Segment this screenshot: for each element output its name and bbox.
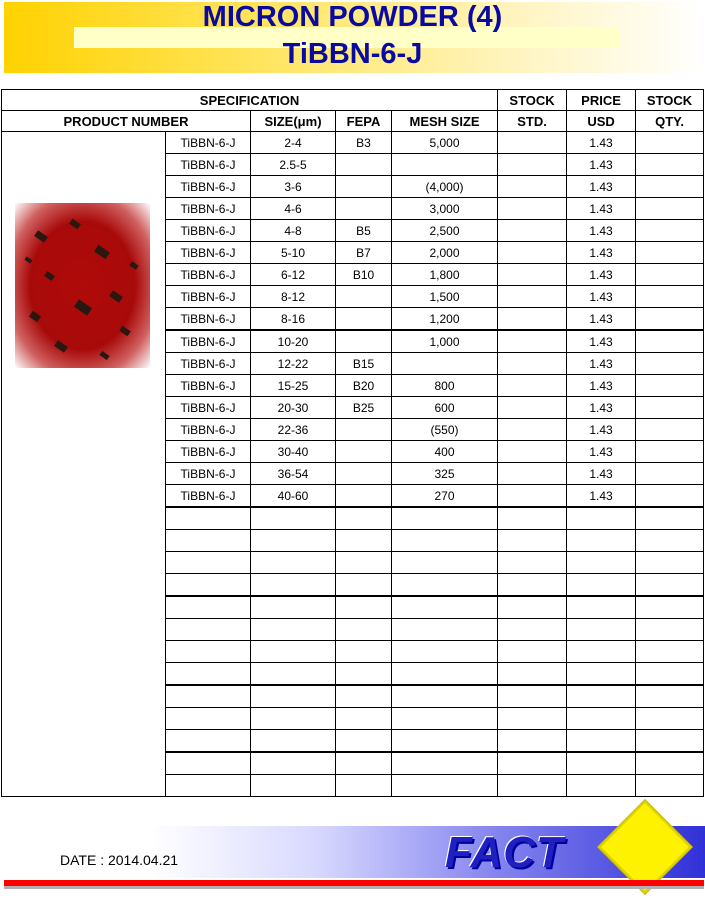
cell-stock-std bbox=[498, 463, 567, 485]
cell-mesh: 1,500 bbox=[392, 286, 498, 308]
cell-product bbox=[166, 530, 251, 552]
cell-size bbox=[251, 596, 336, 619]
cell-price: 1.43 bbox=[567, 308, 636, 331]
cell-stock-qty bbox=[636, 154, 704, 176]
cell-stock-std bbox=[498, 752, 567, 775]
cell-fepa bbox=[336, 330, 392, 353]
size-header: SIZE(μm) bbox=[251, 111, 336, 132]
cell-stock-std bbox=[498, 198, 567, 220]
cell-mesh bbox=[392, 530, 498, 552]
cell-mesh bbox=[392, 775, 498, 797]
cell-stock-qty bbox=[636, 176, 704, 198]
crystal-grain bbox=[74, 299, 92, 316]
cell-price: 1.43 bbox=[567, 286, 636, 308]
cell-stock-std bbox=[498, 264, 567, 286]
cell-size bbox=[251, 507, 336, 530]
spec-group-header: SPECIFICATION bbox=[2, 90, 498, 111]
crystal-grain bbox=[24, 256, 32, 263]
cell-fepa bbox=[336, 552, 392, 574]
cell-price bbox=[567, 641, 636, 663]
cell-price: 1.43 bbox=[567, 154, 636, 176]
cell-price bbox=[567, 752, 636, 775]
cell-stock-std bbox=[498, 419, 567, 441]
cell-fepa bbox=[336, 308, 392, 331]
cell-stock-qty bbox=[636, 552, 704, 574]
cell-mesh: 2,000 bbox=[392, 242, 498, 264]
stock-std-subheader: STD. bbox=[498, 111, 567, 132]
crystal-grain bbox=[29, 311, 41, 322]
cell-size bbox=[251, 752, 336, 775]
cell-price: 1.43 bbox=[567, 176, 636, 198]
crystal-grain bbox=[69, 219, 81, 230]
crystal-grain bbox=[99, 351, 109, 360]
cell-mesh bbox=[392, 619, 498, 641]
cell-fepa bbox=[336, 286, 392, 308]
cell-fepa: B10 bbox=[336, 264, 392, 286]
cell-fepa bbox=[336, 530, 392, 552]
fact-logo: FACT bbox=[445, 828, 564, 877]
cell-stock-std bbox=[498, 176, 567, 198]
cell-mesh: 1,000 bbox=[392, 330, 498, 353]
cell-product bbox=[166, 775, 251, 797]
cell-fepa bbox=[336, 154, 392, 176]
cell-stock-qty bbox=[636, 353, 704, 375]
cell-mesh bbox=[392, 663, 498, 686]
cell-stock-std bbox=[498, 220, 567, 242]
cell-size bbox=[251, 708, 336, 730]
cell-size: 6-12 bbox=[251, 264, 336, 286]
cell-stock-qty bbox=[636, 463, 704, 485]
cell-size bbox=[251, 641, 336, 663]
cell-product: TiBBN-6-J bbox=[166, 397, 251, 419]
crystal-grain bbox=[129, 261, 138, 270]
cell-product bbox=[166, 596, 251, 619]
cell-size: 4-8 bbox=[251, 220, 336, 242]
cell-stock-std bbox=[498, 685, 567, 708]
spec-table bbox=[1, 89, 704, 797]
cell-size: 5-10 bbox=[251, 242, 336, 264]
cell-product: TiBBN-6-J bbox=[166, 308, 251, 331]
fepa-header: FEPA bbox=[336, 111, 392, 132]
cell-price bbox=[567, 730, 636, 753]
cell-price: 1.43 bbox=[567, 198, 636, 220]
stock-qty-header: STOCK bbox=[636, 90, 704, 111]
cell-product bbox=[166, 663, 251, 686]
cell-product: TiBBN-6-J bbox=[166, 330, 251, 353]
footer-grey-line bbox=[4, 886, 704, 889]
cell-stock-qty bbox=[636, 775, 704, 797]
stock-qty-subheader: QTY. bbox=[636, 111, 704, 132]
cell-size bbox=[251, 574, 336, 597]
cell-product: TiBBN-6-J bbox=[166, 463, 251, 485]
cell-stock-std bbox=[498, 775, 567, 797]
page-title: MICRON POWDER (4) bbox=[202, 1, 503, 33]
cell-product: TiBBN-6-J bbox=[166, 353, 251, 375]
cell-stock-qty bbox=[636, 685, 704, 708]
cell-stock-std bbox=[498, 242, 567, 264]
cell-product: TiBBN-6-J bbox=[166, 485, 251, 508]
table-row bbox=[2, 132, 704, 154]
cell-stock-std bbox=[498, 154, 567, 176]
cell-stock-std bbox=[498, 574, 567, 597]
cell-price: 1.43 bbox=[567, 220, 636, 242]
cell-stock-qty bbox=[636, 663, 704, 686]
cell-stock-qty bbox=[636, 730, 704, 753]
cell-mesh bbox=[392, 552, 498, 574]
cell-stock-std bbox=[498, 619, 567, 641]
cell-fepa bbox=[336, 463, 392, 485]
product-number-header: PRODUCT NUMBER bbox=[2, 111, 251, 132]
cell-stock-qty bbox=[636, 708, 704, 730]
cell-stock-qty bbox=[636, 286, 704, 308]
cell-price: 1.43 bbox=[567, 353, 636, 375]
cell-fepa bbox=[336, 574, 392, 597]
cell-fepa bbox=[336, 663, 392, 686]
cell-size bbox=[251, 730, 336, 753]
cell-fepa bbox=[336, 708, 392, 730]
cell-product bbox=[166, 574, 251, 597]
cell-mesh: 800 bbox=[392, 375, 498, 397]
cell-stock-std bbox=[498, 330, 567, 353]
cell-mesh bbox=[392, 641, 498, 663]
cell-fepa: B25 bbox=[336, 397, 392, 419]
cell-price: 1.43 bbox=[567, 132, 636, 154]
cell-stock-qty bbox=[636, 264, 704, 286]
cell-product bbox=[166, 619, 251, 641]
cell-mesh: 270 bbox=[392, 485, 498, 508]
cell-stock-qty bbox=[636, 574, 704, 597]
cell-size: 10-20 bbox=[251, 330, 336, 353]
page-subtitle: TiBBN-6-J bbox=[282, 38, 423, 70]
cell-fepa bbox=[336, 198, 392, 220]
cell-fepa: B20 bbox=[336, 375, 392, 397]
cell-mesh: (550) bbox=[392, 419, 498, 441]
cell-mesh: 5,000 bbox=[392, 132, 498, 154]
cell-stock-std bbox=[498, 708, 567, 730]
cell-stock-qty bbox=[636, 242, 704, 264]
cell-fepa bbox=[336, 619, 392, 641]
cell-fepa bbox=[336, 176, 392, 198]
cell-mesh: 3,000 bbox=[392, 198, 498, 220]
cell-stock-qty bbox=[636, 530, 704, 552]
cell-stock-std bbox=[498, 641, 567, 663]
cell-mesh bbox=[392, 507, 498, 530]
cell-product bbox=[166, 552, 251, 574]
cell-price: 1.43 bbox=[567, 330, 636, 353]
cell-mesh bbox=[392, 685, 498, 708]
cell-stock-qty bbox=[636, 752, 704, 775]
cell-price bbox=[567, 619, 636, 641]
cell-size: 40-60 bbox=[251, 485, 336, 508]
cell-fepa bbox=[336, 485, 392, 508]
cell-stock-std bbox=[498, 441, 567, 463]
cell-product: TiBBN-6-J bbox=[166, 375, 251, 397]
crystal-grain bbox=[94, 245, 110, 260]
micron-powder-photo bbox=[15, 203, 150, 368]
cell-stock-std bbox=[498, 730, 567, 753]
cell-size: 3-6 bbox=[251, 176, 336, 198]
cell-fepa: B3 bbox=[336, 132, 392, 154]
cell-stock-std bbox=[498, 375, 567, 397]
cell-mesh bbox=[392, 730, 498, 753]
cell-price bbox=[567, 507, 636, 530]
cell-stock-std bbox=[498, 485, 567, 508]
cell-product: TiBBN-6-J bbox=[166, 132, 251, 154]
cell-stock-qty bbox=[636, 198, 704, 220]
cell-price: 1.43 bbox=[567, 375, 636, 397]
cell-stock-std bbox=[498, 132, 567, 154]
mesh-size-header: MESH SIZE bbox=[392, 111, 498, 132]
cell-mesh bbox=[392, 574, 498, 597]
cell-stock-qty bbox=[636, 619, 704, 641]
cell-product bbox=[166, 730, 251, 753]
cell-size: 36-54 bbox=[251, 463, 336, 485]
cell-stock-qty bbox=[636, 330, 704, 353]
cell-price: 1.43 bbox=[567, 485, 636, 508]
cell-product: TiBBN-6-J bbox=[166, 176, 251, 198]
crystal-grain bbox=[109, 290, 123, 303]
cell-size bbox=[251, 685, 336, 708]
cell-mesh bbox=[392, 154, 498, 176]
cell-price bbox=[567, 574, 636, 597]
cell-mesh bbox=[392, 596, 498, 619]
cell-product bbox=[166, 752, 251, 775]
cell-stock-std bbox=[498, 663, 567, 686]
cell-fepa bbox=[336, 685, 392, 708]
cell-product: TiBBN-6-J bbox=[166, 242, 251, 264]
cell-price bbox=[567, 775, 636, 797]
cell-stock-qty bbox=[636, 507, 704, 530]
cell-size: 12-22 bbox=[251, 353, 336, 375]
cell-stock-qty bbox=[636, 441, 704, 463]
cell-fepa: B5 bbox=[336, 220, 392, 242]
cell-size: 4-6 bbox=[251, 198, 336, 220]
cell-stock-qty bbox=[636, 308, 704, 331]
product-image-cell bbox=[2, 132, 166, 797]
cell-price bbox=[567, 552, 636, 574]
cell-stock-qty bbox=[636, 375, 704, 397]
cell-fepa bbox=[336, 596, 392, 619]
cell-mesh bbox=[392, 708, 498, 730]
cell-price bbox=[567, 530, 636, 552]
cell-stock-std bbox=[498, 308, 567, 331]
cell-price bbox=[567, 708, 636, 730]
crystal-grain bbox=[44, 271, 55, 281]
cell-size: 2.5-5 bbox=[251, 154, 336, 176]
cell-price bbox=[567, 596, 636, 619]
cell-product: TiBBN-6-J bbox=[166, 154, 251, 176]
cell-size: 2-4 bbox=[251, 132, 336, 154]
cell-stock-qty bbox=[636, 220, 704, 242]
cell-mesh: 2,500 bbox=[392, 220, 498, 242]
cell-stock-std bbox=[498, 397, 567, 419]
cell-price bbox=[567, 663, 636, 686]
cell-product: TiBBN-6-J bbox=[166, 220, 251, 242]
cell-size: 15-25 bbox=[251, 375, 336, 397]
cell-fepa: B7 bbox=[336, 242, 392, 264]
cell-fepa bbox=[336, 730, 392, 753]
cell-stock-std bbox=[498, 596, 567, 619]
cell-size bbox=[251, 552, 336, 574]
cell-product: TiBBN-6-J bbox=[166, 419, 251, 441]
cell-size: 8-16 bbox=[251, 308, 336, 331]
cell-size: 30-40 bbox=[251, 441, 336, 463]
cell-price: 1.43 bbox=[567, 463, 636, 485]
cell-size: 22-36 bbox=[251, 419, 336, 441]
price-header: PRICE bbox=[567, 90, 636, 111]
crystal-grain bbox=[34, 230, 48, 243]
cell-product: TiBBN-6-J bbox=[166, 441, 251, 463]
cell-product: TiBBN-6-J bbox=[166, 264, 251, 286]
cell-mesh bbox=[392, 353, 498, 375]
cell-fepa bbox=[336, 641, 392, 663]
cell-mesh: (4,000) bbox=[392, 176, 498, 198]
cell-price: 1.43 bbox=[567, 242, 636, 264]
cell-fepa bbox=[336, 441, 392, 463]
cell-price: 1.43 bbox=[567, 441, 636, 463]
cell-stock-std bbox=[498, 530, 567, 552]
cell-size: 20-30 bbox=[251, 397, 336, 419]
cell-fepa: B15 bbox=[336, 353, 392, 375]
cell-price bbox=[567, 685, 636, 708]
cell-mesh: 1,800 bbox=[392, 264, 498, 286]
crystal-grain bbox=[119, 326, 131, 337]
cell-fepa bbox=[336, 507, 392, 530]
cell-mesh bbox=[392, 752, 498, 775]
cell-stock-qty bbox=[636, 419, 704, 441]
cell-product bbox=[166, 685, 251, 708]
cell-size bbox=[251, 530, 336, 552]
cell-size bbox=[251, 775, 336, 797]
cell-stock-qty bbox=[636, 397, 704, 419]
cell-size: 8-12 bbox=[251, 286, 336, 308]
cell-product bbox=[166, 507, 251, 530]
cell-mesh: 400 bbox=[392, 441, 498, 463]
cell-mesh: 1,200 bbox=[392, 308, 498, 331]
cell-stock-std bbox=[498, 507, 567, 530]
cell-fepa bbox=[336, 419, 392, 441]
cell-stock-std bbox=[498, 353, 567, 375]
cell-price: 1.43 bbox=[567, 264, 636, 286]
cell-stock-std bbox=[498, 552, 567, 574]
cell-price: 1.43 bbox=[567, 419, 636, 441]
cell-fepa bbox=[336, 775, 392, 797]
cell-mesh: 600 bbox=[392, 397, 498, 419]
cell-price: 1.43 bbox=[567, 397, 636, 419]
cell-stock-std bbox=[498, 286, 567, 308]
cell-size bbox=[251, 663, 336, 686]
cell-product bbox=[166, 708, 251, 730]
cell-product bbox=[166, 641, 251, 663]
crystal-grain bbox=[54, 340, 68, 353]
cell-mesh: 325 bbox=[392, 463, 498, 485]
cell-stock-qty bbox=[636, 485, 704, 508]
cell-stock-qty bbox=[636, 596, 704, 619]
cell-product: TiBBN-6-J bbox=[166, 286, 251, 308]
cell-size bbox=[251, 619, 336, 641]
price-subheader: USD bbox=[567, 111, 636, 132]
cell-product: TiBBN-6-J bbox=[166, 198, 251, 220]
cell-stock-qty bbox=[636, 132, 704, 154]
stock-std-header: STOCK bbox=[498, 90, 567, 111]
cell-stock-qty bbox=[636, 641, 704, 663]
date-label: DATE : 2014.04.21 bbox=[60, 852, 179, 868]
cell-fepa bbox=[336, 752, 392, 775]
